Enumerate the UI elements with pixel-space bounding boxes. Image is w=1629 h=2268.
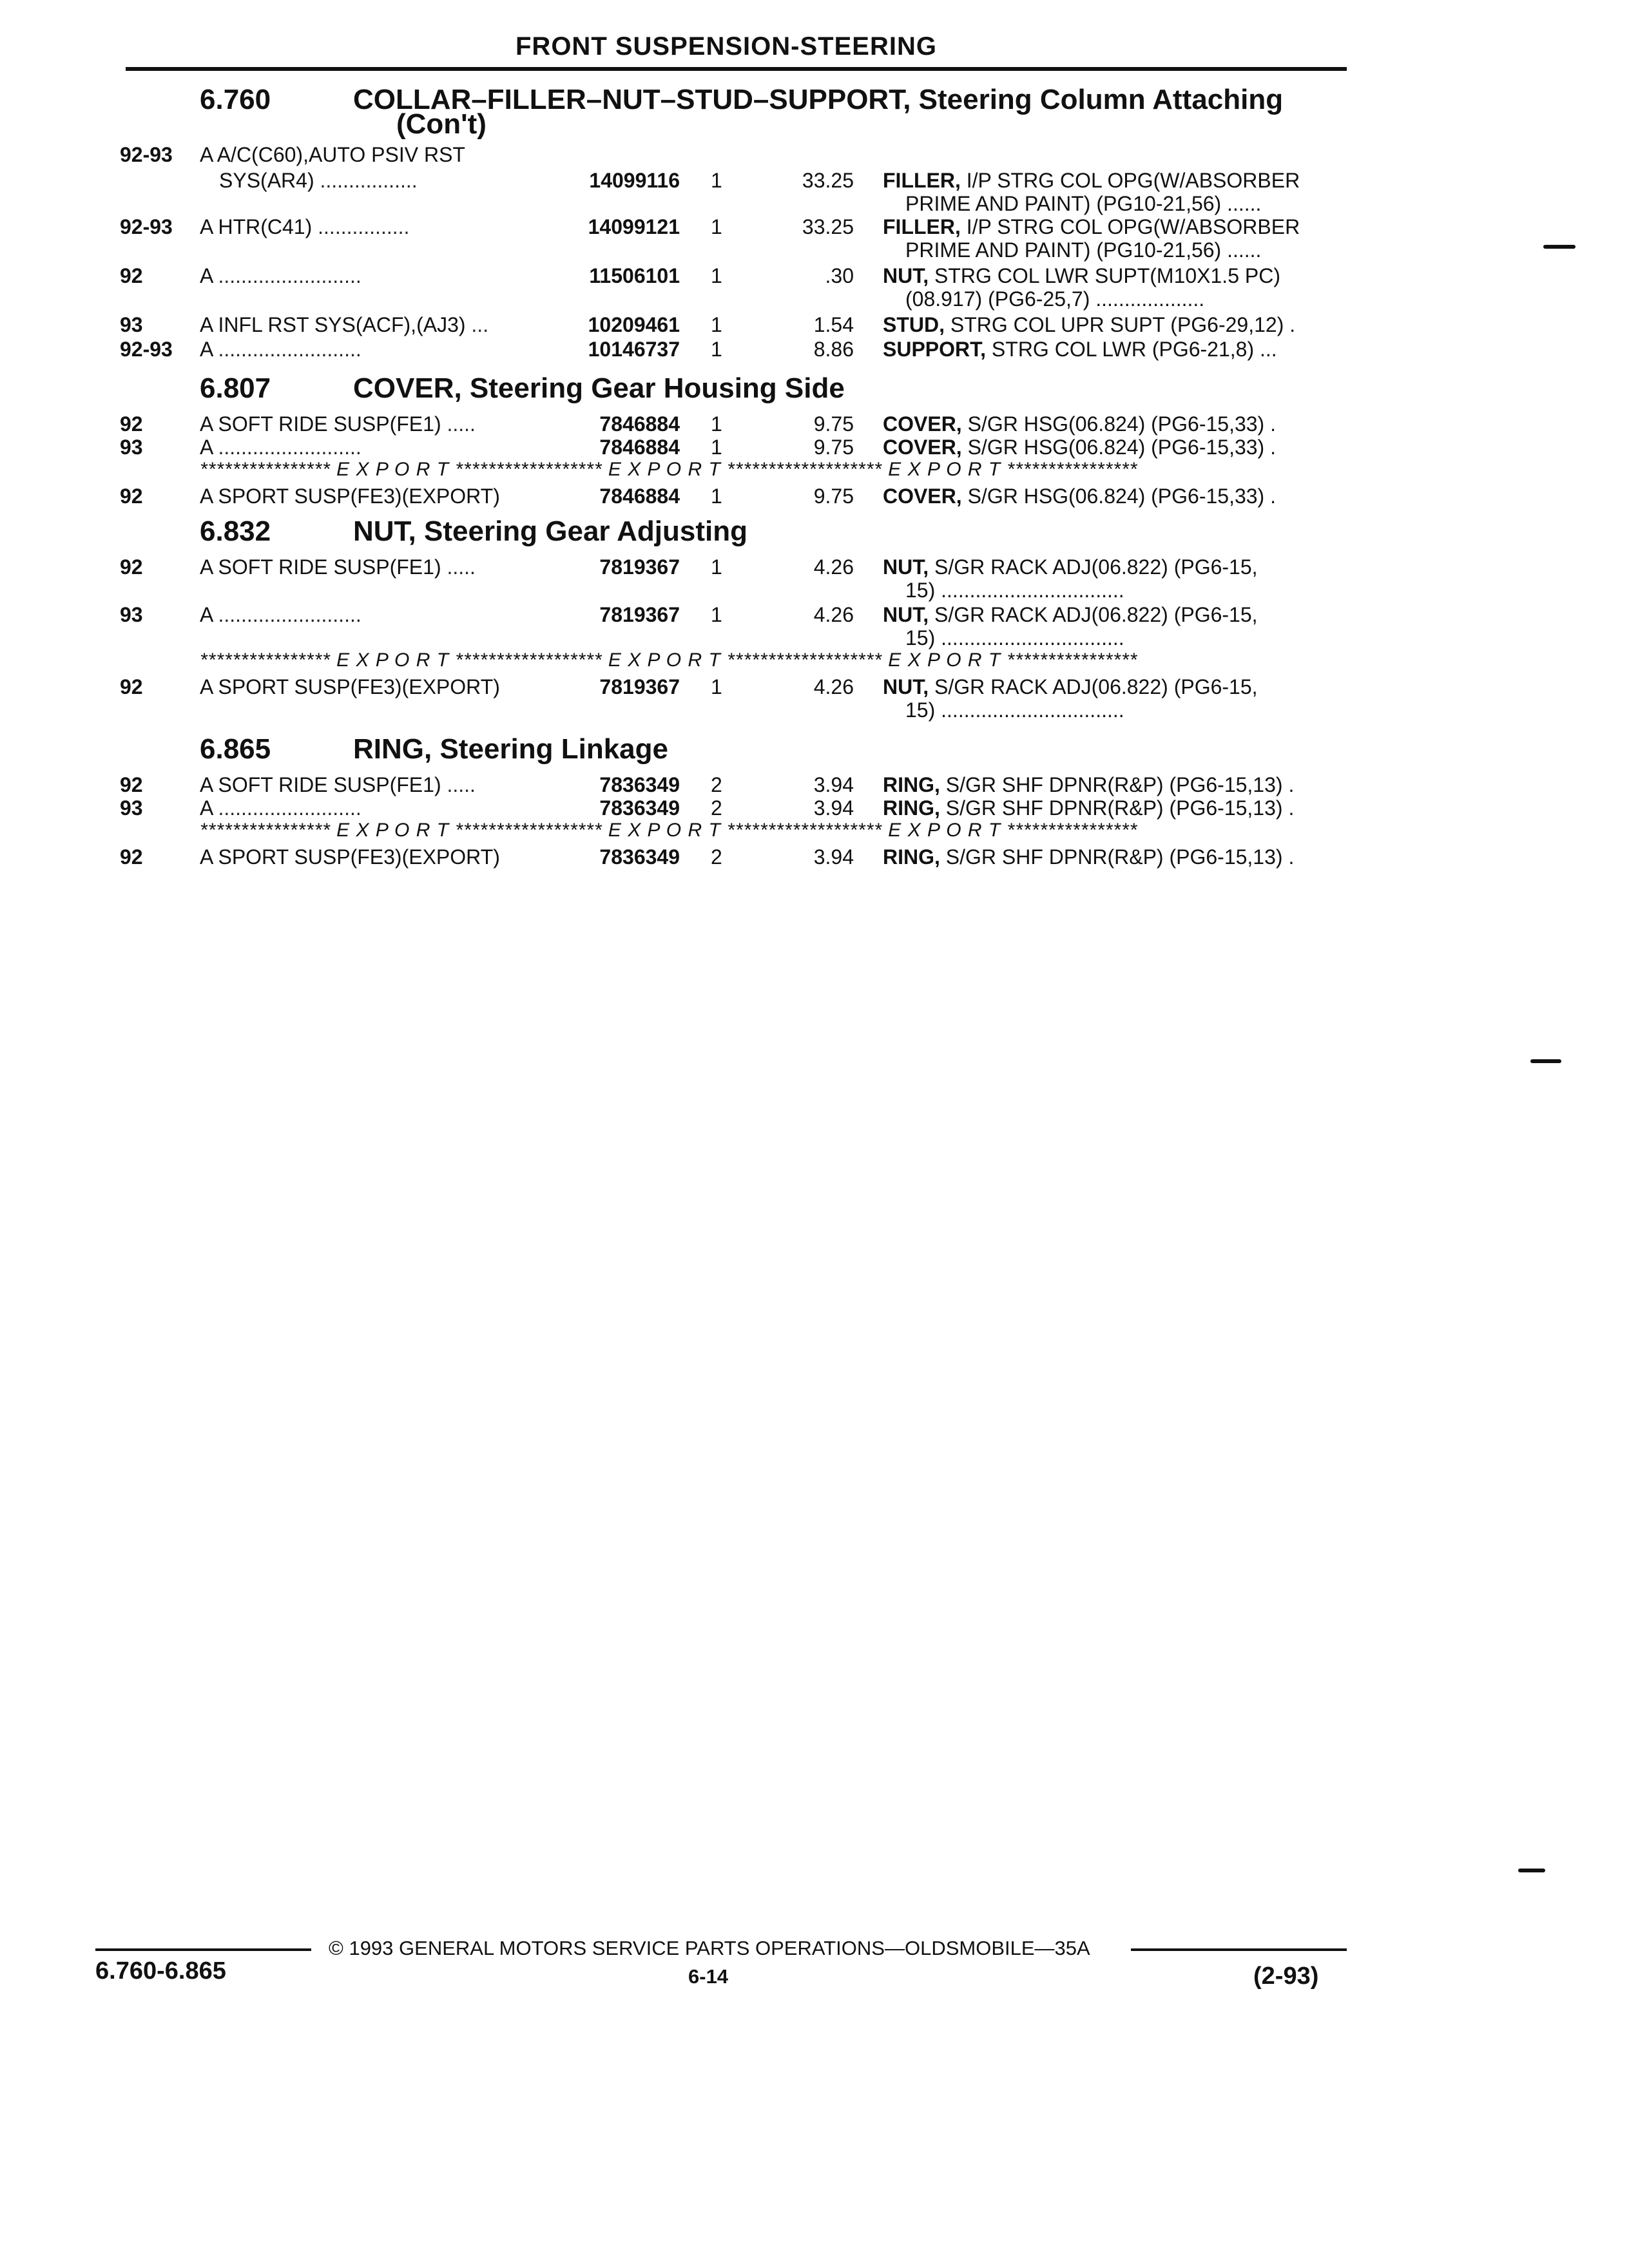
application: A .........................	[200, 603, 361, 626]
part-description: RING, S/GR SHF DPNR(R&P) (PG6-15,13) .	[883, 773, 1295, 796]
part-description-continued: 15) ................................	[905, 626, 1124, 649]
part-number: 10209461	[588, 313, 680, 336]
margin-mark	[1518, 1869, 1545, 1872]
page-header-title: FRONT SUSPENSION-STEERING	[516, 32, 937, 61]
footer-page-number: 6-14	[688, 1965, 729, 1988]
part-description-continued: PRIME AND PAINT) (PG10-21,56) ......	[905, 238, 1262, 262]
table-row	[0, 845, 1629, 871]
quantity: 1	[711, 313, 722, 336]
table-row	[0, 215, 1629, 241]
application: SYS(AR4) .................	[219, 169, 418, 192]
footer-date: (2-93)	[1253, 1963, 1319, 1990]
part-description-continued: 15) ................................	[905, 698, 1124, 722]
part-description: NUT, STRG COL LWR SUPT(M10X1.5 PC)	[883, 264, 1280, 287]
section-number: 6.760	[200, 84, 271, 115]
table-row	[0, 143, 1629, 169]
table-row	[0, 169, 1629, 195]
part-number: 7846884	[599, 485, 680, 508]
price: 9.75	[813, 436, 854, 459]
price: 4.26	[813, 555, 854, 579]
application: A SOFT RIDE SUSP(FE1) .....	[200, 773, 476, 796]
quantity: 1	[711, 485, 722, 508]
year: 92	[120, 675, 143, 698]
price: 33.25	[802, 215, 854, 238]
quantity: 1	[711, 412, 722, 436]
application: A .........................	[200, 338, 361, 361]
section-name: RING, Steering Linkage	[353, 733, 668, 765]
part-description: NUT, S/GR RACK ADJ(06.822) (PG6-15,	[883, 603, 1258, 626]
header-rule	[126, 67, 1347, 71]
part-number: 7819367	[599, 603, 680, 626]
section-name: NUT, Steering Gear Adjusting	[353, 515, 748, 547]
price: 3.94	[813, 773, 854, 796]
part-description: NUT, S/GR RACK ADJ(06.822) (PG6-15,	[883, 555, 1258, 579]
year: 93	[120, 436, 143, 459]
export-separator: **************** E X P O R T ****************** E X P O R T ******************* E X P O R T ****************	[200, 820, 1138, 841]
part-number: 14099121	[588, 215, 680, 238]
application: A SPORT SUSP(FE3)(EXPORT)	[200, 485, 500, 508]
price: 8.86	[813, 338, 854, 361]
quantity: 2	[711, 845, 722, 869]
table-row	[0, 773, 1629, 799]
table-row	[0, 555, 1629, 581]
part-number: 10146737	[588, 338, 680, 361]
quantity: 1	[711, 215, 722, 238]
part-number: 7846884	[599, 412, 680, 436]
margin-mark	[1543, 245, 1576, 249]
part-description: RING, S/GR SHF DPNR(R&P) (PG6-15,13) .	[883, 796, 1295, 820]
price: 4.26	[813, 603, 854, 626]
price: 4.26	[813, 675, 854, 698]
quantity: 1	[711, 264, 722, 287]
quantity: 2	[711, 773, 722, 796]
quantity: 1	[711, 436, 722, 459]
part-description-continued: PRIME AND PAINT) (PG10-21,56) ......	[905, 192, 1262, 215]
price: 3.94	[813, 845, 854, 869]
export-separator: **************** E X P O R T ****************** E X P O R T ******************* E X P O R T ****************	[200, 649, 1138, 671]
year: 92	[120, 485, 143, 508]
table-row	[0, 313, 1629, 339]
part-number: 14099116	[589, 169, 680, 192]
footer-rule-right	[1131, 1948, 1347, 1951]
quantity: 1	[711, 338, 722, 361]
year: 92	[120, 264, 143, 287]
quantity: 1	[711, 675, 722, 698]
application: A A/C(C60),AUTO PSIV RST	[200, 143, 465, 166]
year: 93	[120, 603, 143, 626]
quantity: 1	[711, 555, 722, 579]
part-number: 7836349	[599, 796, 680, 820]
quantity: 1	[711, 169, 722, 192]
application: A INFL RST SYS(ACF),(AJ3) ...	[200, 313, 489, 336]
year: 93	[120, 796, 143, 820]
section-number: 6.865	[200, 733, 271, 765]
part-description-continued: 15) ................................	[905, 579, 1124, 602]
year: 92	[120, 773, 143, 796]
table-row	[0, 338, 1629, 363]
part-description: COVER, S/GR HSG(06.824) (PG6-15,33) .	[883, 485, 1276, 508]
section-name: COLLAR–FILLER–NUT–STUD–SUPPORT, Steering Column Attaching	[353, 84, 1284, 115]
footer-rule-left	[95, 1948, 311, 1951]
part-description: NUT, S/GR RACK ADJ(06.822) (PG6-15,	[883, 675, 1258, 698]
margin-mark	[1530, 1059, 1561, 1063]
part-number: 7819367	[599, 555, 680, 579]
application: A .........................	[200, 436, 361, 459]
price: 9.75	[813, 485, 854, 508]
part-number: 7846884	[599, 436, 680, 459]
table-row	[0, 412, 1629, 438]
part-number: 11506101	[589, 264, 680, 287]
table-row	[0, 485, 1629, 510]
year: 93	[120, 313, 143, 336]
price: 1.54	[813, 313, 854, 336]
application: A .........................	[200, 264, 361, 287]
application: A .........................	[200, 796, 361, 820]
year: 92-93	[120, 338, 173, 361]
export-separator: **************** E X P O R T ****************** E X P O R T ******************* E X P O R T ****************	[200, 459, 1138, 480]
part-description: FILLER, I/P STRG COL OPG(W/ABSORBER	[883, 215, 1300, 238]
part-description: COVER, S/GR HSG(06.824) (PG6-15,33) .	[883, 412, 1276, 436]
footer-section-range: 6.760-6.865	[95, 1957, 226, 1984]
table-row	[0, 436, 1629, 461]
part-number: 7836349	[599, 845, 680, 869]
section-name: COVER, Steering Gear Housing Side	[353, 372, 845, 404]
table-row	[0, 603, 1629, 629]
part-description: STUD, STRG COL UPR SUPT (PG6-29,12) .	[883, 313, 1296, 336]
price: 3.94	[813, 796, 854, 820]
part-description: SUPPORT, STRG COL LWR (PG6-21,8) ...	[883, 338, 1277, 361]
section-number: 6.807	[200, 372, 271, 404]
part-description: COVER, S/GR HSG(06.824) (PG6-15,33) .	[883, 436, 1276, 459]
year: 92-93	[120, 143, 173, 166]
part-number: 7836349	[599, 773, 680, 796]
price: .30	[825, 264, 854, 287]
part-description: RING, S/GR SHF DPNR(R&P) (PG6-15,13) .	[883, 845, 1295, 869]
year: 92	[120, 555, 143, 579]
footer-copyright: © 1993 GENERAL MOTORS SERVICE PARTS OPERATIONS—OLDSMOBILE—35A	[329, 1937, 1090, 1959]
table-row	[0, 264, 1629, 290]
table-row	[0, 796, 1629, 822]
section-continued-label: (Con't)	[396, 108, 487, 140]
quantity: 1	[711, 603, 722, 626]
application: A SOFT RIDE SUSP(FE1) .....	[200, 555, 476, 579]
year: 92	[120, 412, 143, 436]
part-description-continued: (08.917) (PG6-25,7) ...................	[905, 287, 1205, 311]
application: A HTR(C41) ................	[200, 215, 410, 238]
section-number: 6.832	[200, 515, 271, 547]
application: A SPORT SUSP(FE3)(EXPORT)	[200, 675, 500, 698]
price: 9.75	[813, 412, 854, 436]
application: A SPORT SUSP(FE3)(EXPORT)	[200, 845, 500, 869]
part-description: FILLER, I/P STRG COL OPG(W/ABSORBER	[883, 169, 1300, 192]
application: A SOFT RIDE SUSP(FE1) .....	[200, 412, 476, 436]
price: 33.25	[802, 169, 854, 192]
quantity: 2	[711, 796, 722, 820]
part-number: 7819367	[599, 675, 680, 698]
year: 92	[120, 845, 143, 869]
year: 92-93	[120, 215, 173, 238]
table-row	[0, 675, 1629, 701]
